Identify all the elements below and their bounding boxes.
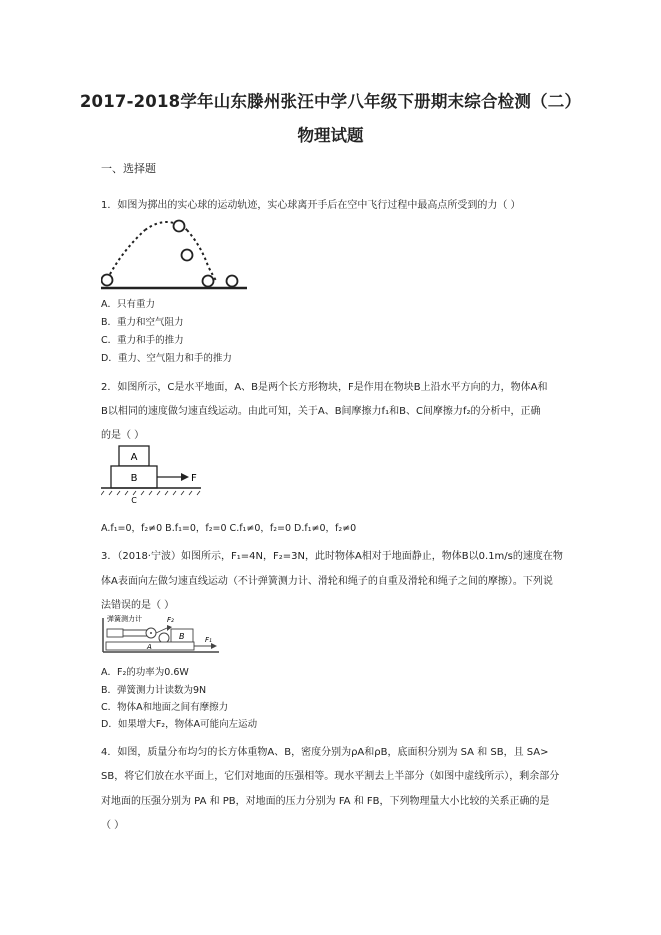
q2-ground-label: C [131,496,137,505]
q2-stem-line-2: B以相同的速度做匀速直线运动。由此可知，关于A、B间摩擦力f₁和B、C间摩擦力f₂的分析中，正确 [101,406,541,417]
q3-meter-label: 弹簧测力计 [107,615,142,623]
q3-block-a-label: A [147,643,152,651]
q2-options: A.f₁=0，f₂≠0 B.f₁=0，f₂=0 C.f₁≠0，f₂=0 D.f₁≠0，f₂≠0 [101,523,357,534]
q3-f2-label: F₂ [167,616,174,624]
section-heading: 一、选择题 [101,162,156,175]
q1-option-c: C．重力和手的推力 [101,335,184,346]
q4-line-2: SB，将它们放在水平面上，它们对地面的压强相等。现水平割去上半部分（如图中虚线所示），剩余部分 [101,771,560,782]
q3-option-a: A．F₂的功率为0.6W [101,667,189,678]
q3-block-b-label: B [179,632,185,641]
q4-line-3: 对地面的压强分别为 PA 和 PB，对地面的压力分别为 FA 和 FB，下列物理量大小比较的关系正确的是 [101,796,550,807]
q3-stem-line-3: 法错误的是（ ） [101,600,175,611]
q3-pulley-figure [101,612,221,658]
q1-trajectory-figure [101,214,249,292]
q1-option-d: D．重力、空气阻力和手的推力 [101,353,232,364]
q4-line-1: 4．如图，质量分布均匀的长方体重物A、B，密度分别为ρA和ρB，底面积分别为 SA 和 SB，且 SA> [101,747,549,758]
q1-option-a: A．只有重力 [101,299,155,310]
q1-stem: 1．如图为掷出的实心球的运动轨迹，实心球离开手后在空中飞行过程中最高点所受到的力（ ） [101,200,521,211]
q1-option-b: B．重力和空气阻力 [101,317,184,328]
q2-block-a-label: A [130,452,138,463]
q2-force-label: F [191,473,197,484]
q3-f1-label: F₁ [205,636,212,644]
q3-option-c: C．物体A和地面之间有摩擦力 [101,702,229,713]
q3-option-d: D．如果增大F₂，物体A可能向左运动 [101,719,258,730]
q2-stem-line-1: 2．如图所示，C是水平地面，A、B是两个长方形物块，F是作用在物块B上沿水平方向的力，物体A和 [101,382,548,393]
q2-blocks-figure [101,443,211,505]
q3-option-b: B．弹簧测力计读数为9N [101,685,207,696]
q2-block-b-label: B [130,473,138,484]
exam-title: 2017-2018学年山东滕州张汪中学八年级下册期末综合检测（二） [79,92,582,111]
q2-stem-line-3: 的是（ ） [101,430,145,441]
exam-subtitle: 物理试题 [297,126,364,145]
q3-stem-line-1: 3．（2018·宁波）如图所示，F₁=4N，F₂=3N，此时物体A相对于地面静止，物体B以0.1m/s的速度在物 [101,551,563,562]
q3-stem-line-2: 体A表面向左做匀速直线运动（不计弹簧测力计、滑轮和绳子的自重及滑轮和绳子之间的摩擦）。下列说 [101,576,553,587]
q4-line-4: （ ） [101,820,125,831]
